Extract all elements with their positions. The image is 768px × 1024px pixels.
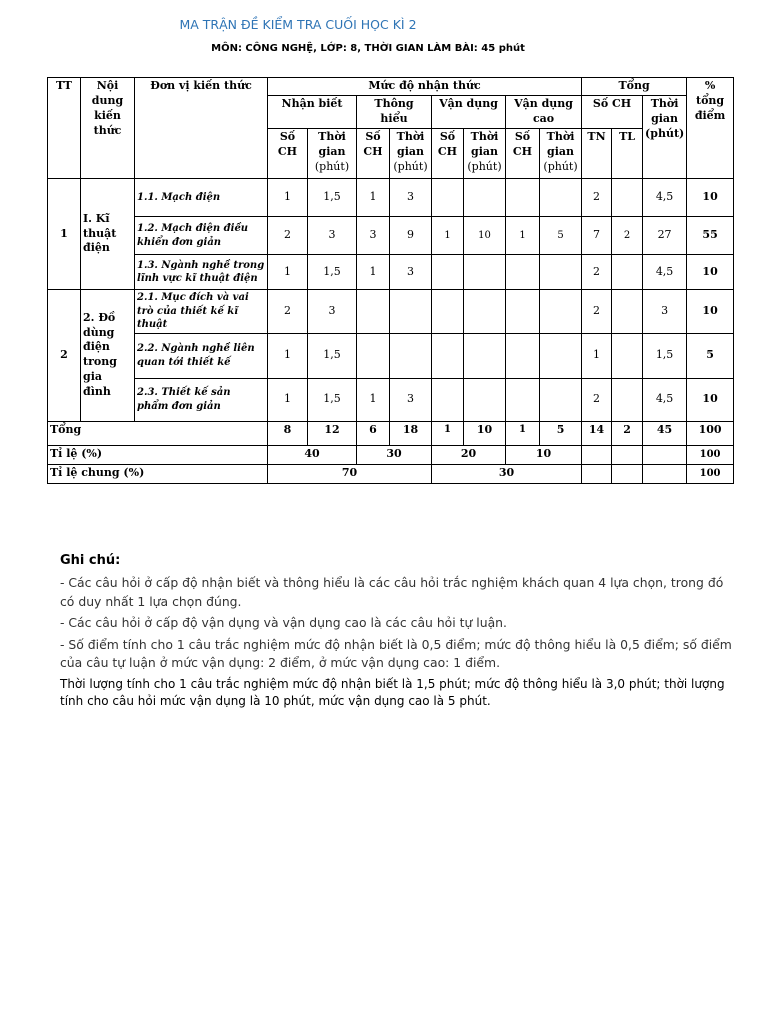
ratio-total-label: Tỉ lệ chung (%) — [48, 464, 268, 483]
header-vd-so-ch: Số CH — [432, 129, 464, 179]
cell: 55 — [687, 217, 734, 255]
cell: 3 — [390, 179, 432, 217]
unit-name: 1.3. Ngành nghề trong lĩnh vực kĩ thuật điện — [135, 255, 268, 290]
header-pct: % tổng điểm — [687, 78, 734, 179]
cell: 10 — [464, 421, 506, 445]
group-name: I. Kĩ thuật điện — [81, 179, 135, 290]
cell: 5 — [540, 421, 582, 445]
cell: 2 — [582, 378, 612, 421]
cell — [432, 255, 464, 290]
group-tt: 1 — [48, 179, 81, 290]
table-row — [48, 179, 734, 217]
header-tl: TL — [612, 129, 643, 179]
cell: 4,5 — [643, 378, 687, 421]
ratio-total-a: 70 — [268, 464, 432, 483]
cell — [432, 333, 464, 378]
cell: 14 — [582, 421, 612, 445]
ratio-thong-hieu: 30 — [357, 445, 432, 464]
unit-name: 1.2. Mạch điện điều khiển đơn giản — [135, 217, 268, 255]
cell: 5 — [540, 217, 582, 255]
cell: 18 — [390, 421, 432, 445]
empty-cell — [582, 464, 612, 483]
notes-section — [60, 553, 740, 713]
cell — [612, 290, 643, 334]
cell: 2 — [582, 290, 612, 334]
header-nhan-biet: Nhận biết — [268, 96, 357, 129]
header-vdc-thoi-gian: Thời gian (phút) — [540, 129, 582, 179]
ratio-label: Tỉ lệ (%) — [48, 445, 268, 464]
cell: 2 — [582, 179, 612, 217]
cell — [464, 290, 506, 334]
cell — [540, 290, 582, 334]
cell: 3 — [308, 290, 357, 334]
cell — [357, 333, 390, 378]
cell: 10 — [687, 378, 734, 421]
header-tn: TN — [582, 129, 612, 179]
totals-row — [48, 421, 734, 445]
cell — [464, 255, 506, 290]
header-thoi-gian-tong: Thời gian (phút) — [643, 96, 687, 179]
cell: 1 — [268, 179, 308, 217]
cell — [464, 179, 506, 217]
note-item: - Số điểm tính cho 1 câu trắc nghiệm mức độ nhận biết là 0,5 điểm; mức độ thông hiểu là 0,5 điểm; số điểm của câu tự luận ở mức vận dụng: 2 điểm, ở mức vận dụng cao: 1 điểm. — [60, 636, 732, 670]
cell: 1 — [357, 179, 390, 217]
cell: 1,5 — [308, 333, 357, 378]
cell: 10 — [687, 255, 734, 290]
document-title: MA TRẬN ĐỀ KIỂM TRA CUỐI HỌC KÌ 2 — [179, 17, 417, 32]
cell: 100 — [687, 421, 734, 445]
table-row — [48, 333, 734, 378]
cell: 1,5 — [308, 179, 357, 217]
cell — [506, 290, 540, 334]
header-van-dung-cao: Vận dụng cao — [506, 96, 582, 129]
cell: 1 — [268, 333, 308, 378]
header-nb-so-ch: Số CH — [268, 129, 308, 179]
cell: 9 — [390, 217, 432, 255]
header-don-vi: Đơn vị kiến thức — [135, 78, 268, 179]
cell: 1 — [357, 255, 390, 290]
cell — [357, 290, 390, 334]
header-th-thoi-gian: Thời gian (phút) — [390, 129, 432, 179]
document-subtitle: MÔN: CÔNG NGHỆ, LỚP: 8, THỜI GIAN LÀM BÀI: 45 phút — [211, 43, 525, 54]
exam-matrix-table — [47, 77, 734, 484]
cell — [612, 179, 643, 217]
cell — [612, 333, 643, 378]
cell: 7 — [582, 217, 612, 255]
ratio-pct: 100 — [687, 445, 734, 464]
cell: 2 — [268, 290, 308, 334]
cell: 2 — [612, 421, 643, 445]
cell: 27 — [643, 217, 687, 255]
unit-name: 2.3. Thiết kế sản phẩm đơn giản — [135, 378, 268, 421]
header-row-1 — [48, 78, 734, 96]
cell: 4,5 — [643, 179, 687, 217]
cell: 12 — [308, 421, 357, 445]
unit-name: 1.1. Mạch điện — [135, 179, 268, 217]
cell — [612, 378, 643, 421]
cell: 1 — [432, 421, 464, 445]
cell — [432, 378, 464, 421]
cell: 3 — [308, 217, 357, 255]
cell: 6 — [357, 421, 390, 445]
cell — [390, 290, 432, 334]
header-muc-do: Mức độ nhận thức — [268, 78, 582, 96]
group-tt: 2 — [48, 290, 81, 422]
note-item: Thời lượng tính cho 1 câu trắc nghiệm mức độ nhận biết là 1,5 phút; mức độ thông hiểu là 3,0 phút; thời lượng tính cho câu hỏi mức vận dụng là 10 phút, mức vận dụng cao là 5 phút. — [60, 676, 725, 708]
cell: 1,5 — [643, 333, 687, 378]
note-item: - Các câu hỏi ở cấp độ nhận biết và thông hiểu là các câu hỏi trắc nghiệm khách quan 4 lựa chọn, trong đó có duy nhất 1 lựa chọn đúng. — [60, 575, 724, 609]
empty-cell — [612, 464, 643, 483]
unit-name: 2.2. Ngành nghề liên quan tới thiết kế — [135, 333, 268, 378]
cell — [390, 333, 432, 378]
cell — [506, 378, 540, 421]
cell: 1 — [506, 217, 540, 255]
empty-cell — [582, 445, 612, 464]
cell: 1 — [268, 255, 308, 290]
cell: 2 — [612, 217, 643, 255]
cell: 1 — [506, 421, 540, 445]
header-noi-dung: Nội dung kiến thức — [81, 78, 135, 179]
header-van-dung: Vận dụng — [432, 96, 506, 129]
cell — [464, 378, 506, 421]
cell: 1,5 — [308, 255, 357, 290]
cell: 1 — [582, 333, 612, 378]
cell: 1 — [268, 378, 308, 421]
cell — [540, 333, 582, 378]
cell: 8 — [268, 421, 308, 445]
header-tt: TT — [48, 78, 81, 179]
totals-label: Tổng — [48, 421, 268, 445]
cell: 1 — [357, 378, 390, 421]
group-name: 2. Đồ dùng điện trong gia đình — [81, 290, 135, 422]
ratio-van-dung-cao: 10 — [506, 445, 582, 464]
empty-cell — [612, 445, 643, 464]
ratio-van-dung: 20 — [432, 445, 506, 464]
cell: 45 — [643, 421, 687, 445]
cell — [506, 255, 540, 290]
cell: 10 — [687, 290, 734, 334]
cell — [612, 255, 643, 290]
cell: 2 — [268, 217, 308, 255]
table-row — [48, 378, 734, 421]
cell: 10 — [687, 179, 734, 217]
cell: 10 — [464, 217, 506, 255]
ratio-total-row — [48, 464, 734, 483]
cell: 3 — [357, 217, 390, 255]
cell: 1,5 — [308, 378, 357, 421]
cell — [506, 333, 540, 378]
ratio-row — [48, 445, 734, 464]
table-row — [48, 255, 734, 290]
ratio-nhan-biet: 40 — [268, 445, 357, 464]
empty-cell — [643, 464, 687, 483]
cell — [540, 255, 582, 290]
cell — [540, 378, 582, 421]
cell: 4,5 — [643, 255, 687, 290]
cell — [540, 179, 582, 217]
header-vdc-so-ch: Số CH — [506, 129, 540, 179]
ratio-total-pct: 100 — [687, 464, 734, 483]
notes-title: Ghi chú: — [60, 553, 121, 568]
header-th-so-ch: Số CH — [357, 129, 390, 179]
header-so-ch-tong: Số CH — [582, 96, 643, 129]
cell: 3 — [390, 378, 432, 421]
cell — [464, 333, 506, 378]
table-row — [48, 290, 734, 334]
cell: 3 — [390, 255, 432, 290]
cell — [432, 179, 464, 217]
header-nb-thoi-gian: Thời gian (phút) — [308, 129, 357, 179]
note-item: - Các câu hỏi ở cấp độ vận dụng và vận dụng cao là các câu hỏi tự luận. — [60, 615, 507, 630]
cell: 2 — [582, 255, 612, 290]
unit-name: 2.1. Mục đích và vai trò của thiết kế kĩ thuật — [135, 290, 268, 334]
ratio-total-b: 30 — [432, 464, 582, 483]
empty-cell — [643, 445, 687, 464]
header-tong: Tổng — [582, 78, 687, 96]
header-thong-hieu: Thông hiểu — [357, 96, 432, 129]
cell: 5 — [687, 333, 734, 378]
cell: 3 — [643, 290, 687, 334]
cell — [506, 179, 540, 217]
cell — [432, 290, 464, 334]
header-vd-thoi-gian: Thời gian (phút) — [464, 129, 506, 179]
cell: 1 — [432, 217, 464, 255]
table-row — [48, 217, 734, 255]
